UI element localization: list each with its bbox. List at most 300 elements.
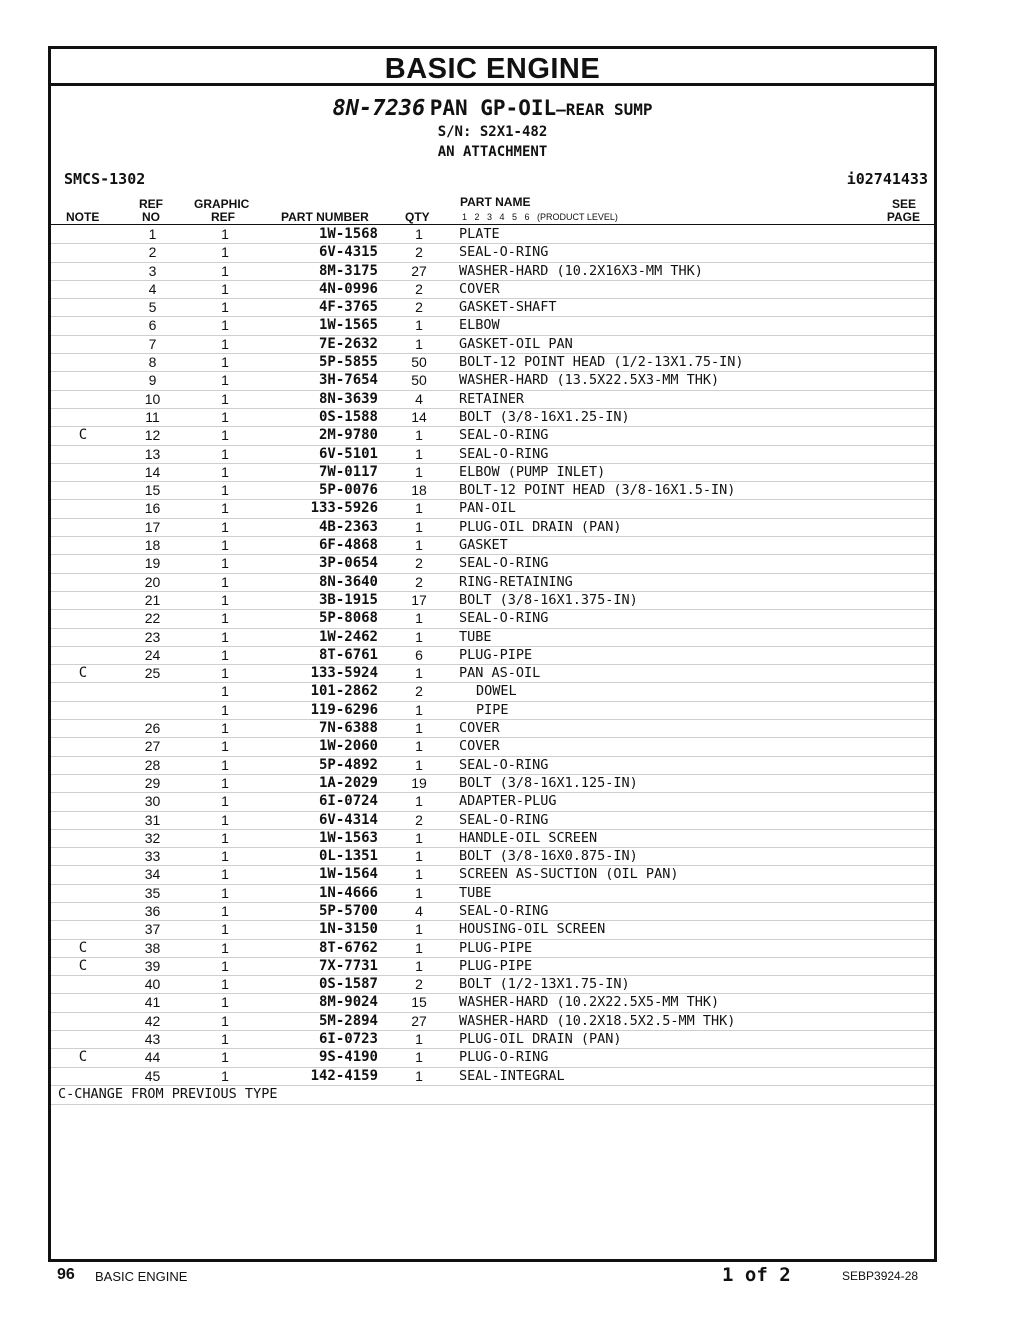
table-row <box>51 263 934 281</box>
row-part-number: 9S-4190 <box>318 1049 378 1066</box>
row-qty: 1 <box>415 335 423 352</box>
row-qty: 1 <box>415 500 423 517</box>
row-part-name: COVER <box>459 280 500 297</box>
row-part-number: 6I-0724 <box>318 793 378 810</box>
row-graphic-ref: 1 <box>221 1067 229 1084</box>
row-qty: 2 <box>415 573 423 590</box>
row-ref-no: 7 <box>148 335 157 352</box>
row-graphic-ref: 1 <box>221 482 229 499</box>
row-part-number: 8N-3640 <box>318 573 378 590</box>
col-qty: QTY <box>405 210 430 224</box>
row-part-name: SEAL-O-RING <box>459 756 549 773</box>
row-ref-no: 6 <box>148 317 157 334</box>
page-title: BASIC ENGINE <box>51 49 934 86</box>
row-qty: 4 <box>415 390 423 407</box>
row-part-name: WASHER-HARD (10.2X16X3-MM THK) <box>459 262 703 279</box>
row-qty: 15 <box>411 994 427 1011</box>
row-qty: 1 <box>415 884 423 901</box>
row-qty: 1 <box>415 738 423 755</box>
row-qty: 1 <box>415 610 423 627</box>
row-ref-no: 12 <box>144 427 161 444</box>
row-part-number: 5P-5855 <box>318 354 378 371</box>
table-row <box>51 976 934 994</box>
row-part-name: PLUG-PIPE <box>459 939 533 956</box>
row-qty: 1 <box>415 921 423 938</box>
row-graphic-ref: 1 <box>221 939 229 956</box>
footnote: C-CHANGE FROM PREVIOUS TYPE <box>51 1086 934 1105</box>
table-row <box>51 574 934 592</box>
row-qty: 18 <box>411 482 427 499</box>
row-graphic-ref: 1 <box>221 793 229 810</box>
row-qty: 2 <box>415 811 423 828</box>
row-part-name: WASHER-HARD (13.5X22.5X3-MM THK) <box>459 372 720 389</box>
col-see-top: SEE <box>891 197 916 211</box>
row-ref-no: 18 <box>144 537 161 554</box>
row-part-number: 6V-5101 <box>318 445 378 462</box>
row-qty: 50 <box>411 354 427 371</box>
row-graphic-ref: 1 <box>221 829 229 846</box>
row-part-name: SEAL-O-RING <box>459 427 549 444</box>
row-graphic-ref: 1 <box>221 354 229 371</box>
row-ref-no: 41 <box>144 994 161 1011</box>
table-row <box>51 702 934 720</box>
row-note: C <box>78 939 88 956</box>
row-part-name: PLUG-PIPE <box>459 957 533 974</box>
row-qty: 1 <box>415 720 423 737</box>
table-row <box>51 921 934 939</box>
row-ref-no: 34 <box>144 866 161 883</box>
table-row <box>51 317 934 335</box>
row-ref-no: 21 <box>144 591 161 608</box>
row-graphic-ref: 1 <box>221 335 229 352</box>
row-ref-no: 9 <box>148 372 157 389</box>
row-part-number: 133-5926 <box>310 500 378 517</box>
row-part-number: 5M-2894 <box>318 1012 378 1029</box>
row-ref-no: 37 <box>144 921 161 938</box>
row-qty: 2 <box>415 280 423 297</box>
row-ref-no: 38 <box>144 939 161 956</box>
row-graphic-ref: 1 <box>221 463 229 480</box>
row-ref-no: 28 <box>144 756 161 773</box>
row-part-number: 3P-0654 <box>318 555 378 572</box>
row-part-number: 119-6296 <box>310 701 378 718</box>
row-qty: 2 <box>415 244 423 261</box>
table-row <box>51 866 934 884</box>
row-part-name: PIPE <box>476 701 509 718</box>
group-title <box>51 96 934 121</box>
col-product-levels: 1 2 3 4 5 6 (PRODUCT LEVEL) <box>462 212 618 222</box>
row-qty: 1 <box>415 793 423 810</box>
row-ref-no: 13 <box>144 445 161 462</box>
group-part-name: PAN GP-OIL <box>429 96 557 120</box>
row-graphic-ref: 1 <box>221 957 229 974</box>
row-part-name: PAN-OIL <box>459 500 516 517</box>
row-ref-no: 44 <box>144 1049 161 1066</box>
row-qty: 1 <box>415 463 423 480</box>
row-part-name: RING-RETAINING <box>459 573 573 590</box>
row-graphic-ref: 1 <box>221 262 229 279</box>
row-part-name: WASHER-HARD (10.2X18.5X2.5-MM THK) <box>459 1012 736 1029</box>
row-ref-no: 17 <box>144 518 161 535</box>
row-part-number: 1N-3150 <box>318 921 378 938</box>
table-row <box>51 537 934 555</box>
row-part-name: GASKET-SHAFT <box>459 299 557 316</box>
row-graphic-ref: 1 <box>221 976 229 993</box>
row-part-number: 8N-3639 <box>318 390 378 407</box>
row-part-number: 3H-7654 <box>318 372 378 389</box>
row-ref-no: 30 <box>144 793 161 810</box>
table-row <box>51 592 934 610</box>
col-graphic-top: GRAPHIC <box>194 197 250 211</box>
table-row <box>51 299 934 317</box>
row-part-number: 8M-3175 <box>318 262 378 279</box>
row-part-name: SEAL-INTEGRAL <box>459 1067 565 1084</box>
row-ref-no: 25 <box>144 665 161 682</box>
footer-doc-number: SEBP3924-28 <box>842 1269 919 1283</box>
row-part-name: ELBOW (PUMP INLET) <box>459 463 606 480</box>
row-part-number: 6V-4314 <box>318 811 378 828</box>
row-ref-no: 10 <box>144 390 161 407</box>
row-ref-no: 35 <box>144 884 161 901</box>
row-graphic-ref: 1 <box>221 244 229 261</box>
table-row <box>51 812 934 830</box>
table-row <box>51 940 934 958</box>
row-graphic-ref: 1 <box>221 720 229 737</box>
row-ref-no: 31 <box>144 811 161 828</box>
row-part-name: SEAL-O-RING <box>459 902 549 919</box>
row-part-name: BOLT (3/8-16X0.875-IN) <box>459 848 638 865</box>
table-row <box>51 683 934 701</box>
table-row <box>51 464 934 482</box>
table-row <box>51 885 934 903</box>
row-part-number: 101-2862 <box>310 683 378 700</box>
row-ref-no: 43 <box>144 1031 161 1048</box>
row-graphic-ref: 1 <box>221 408 229 425</box>
table-row <box>51 610 934 628</box>
row-note: C <box>78 957 88 974</box>
col-note: NOTE <box>66 210 100 224</box>
row-part-name: TUBE <box>459 628 492 645</box>
row-qty: 1 <box>415 829 423 846</box>
row-graphic-ref: 1 <box>221 756 229 773</box>
group-header <box>51 86 934 194</box>
column-headers <box>51 194 934 225</box>
row-graphic-ref: 1 <box>221 610 229 627</box>
row-ref-no: 33 <box>144 848 161 865</box>
footer-section: BASIC ENGINE <box>95 1269 188 1284</box>
table-row <box>51 244 934 262</box>
row-qty: 1 <box>415 1031 423 1048</box>
row-part-name: SEAL-O-RING <box>459 445 549 462</box>
row-graphic-ref: 1 <box>221 921 229 938</box>
row-part-number: 0L-1351 <box>318 848 378 865</box>
row-qty: 1 <box>415 848 423 865</box>
row-qty: 17 <box>411 591 427 608</box>
row-qty: 1 <box>415 537 423 554</box>
row-part-number: 1W-1564 <box>318 866 378 883</box>
row-ref-no: 27 <box>144 738 161 755</box>
table-row <box>51 994 934 1012</box>
row-part-number: 4F-3765 <box>318 299 378 316</box>
table-row <box>51 830 934 848</box>
table-row <box>51 848 934 866</box>
row-part-number: 8T-6761 <box>318 646 378 663</box>
row-part-name: PLUG-OIL DRAIN (PAN) <box>459 1031 622 1048</box>
row-qty: 1 <box>415 628 423 645</box>
row-qty: 2 <box>415 683 423 700</box>
row-graphic-ref: 1 <box>221 537 229 554</box>
group-part-suffix: —REAR SUMP <box>556 100 653 119</box>
table-row <box>51 665 934 683</box>
row-part-number: 7W-0117 <box>318 463 378 480</box>
row-qty: 1 <box>415 665 423 682</box>
table-row <box>51 409 934 427</box>
table-row <box>51 427 934 445</box>
table-row <box>51 793 934 811</box>
row-part-number: 0S-1587 <box>318 976 378 993</box>
row-ref-no: 14 <box>144 463 161 480</box>
row-part-number: 5P-8068 <box>318 610 378 627</box>
row-part-name: DOWEL <box>476 683 517 700</box>
row-part-name: ELBOW <box>459 317 500 334</box>
row-ref-no: 26 <box>144 720 161 737</box>
row-graphic-ref: 1 <box>221 390 229 407</box>
row-graphic-ref: 1 <box>221 848 229 865</box>
footer-page-number: 96 <box>57 1266 75 1283</box>
table-row <box>51 281 934 299</box>
row-qty: 27 <box>411 262 427 279</box>
row-qty: 1 <box>415 427 423 444</box>
row-part-name: BOLT-12 POINT HEAD (3/8-16X1.5-IN) <box>459 482 736 499</box>
row-qty: 1 <box>415 957 423 974</box>
row-graphic-ref: 1 <box>221 1049 229 1066</box>
row-qty: 2 <box>415 299 423 316</box>
page-footer <box>0 1262 1020 1292</box>
row-part-number: 142-4159 <box>310 1067 378 1084</box>
row-part-name: HOUSING-OIL SCREEN <box>459 921 606 938</box>
row-graphic-ref: 1 <box>221 518 229 535</box>
row-graphic-ref: 1 <box>221 555 229 572</box>
row-part-number: 1N-4666 <box>318 884 378 901</box>
row-graphic-ref: 1 <box>221 811 229 828</box>
row-qty: 1 <box>415 226 423 242</box>
row-part-name: PLUG-O-RING <box>459 1049 549 1066</box>
row-graphic-ref: 1 <box>221 591 229 608</box>
row-ref-no: 20 <box>144 573 161 590</box>
row-part-number: 3B-1915 <box>318 591 378 608</box>
row-ref-no: 39 <box>144 957 161 974</box>
row-part-name: WASHER-HARD (10.2X22.5X5-MM THK) <box>459 994 720 1011</box>
row-qty: 1 <box>415 445 423 462</box>
row-part-number: 5P-5700 <box>318 902 378 919</box>
row-ref-no: 4 <box>148 280 157 297</box>
row-graphic-ref: 1 <box>221 445 229 462</box>
row-graphic-ref: 1 <box>221 226 229 242</box>
row-part-name: SCREEN AS-SUCTION (OIL PAN) <box>459 866 679 883</box>
row-ref-no: 1 <box>148 226 157 242</box>
row-part-number: 7E-2632 <box>318 335 378 352</box>
row-part-name: SEAL-O-RING <box>459 811 549 828</box>
row-qty: 1 <box>415 317 423 334</box>
table-row <box>51 1068 934 1086</box>
row-graphic-ref: 1 <box>221 427 229 444</box>
row-ref-no: 19 <box>144 555 161 572</box>
row-part-number: 1W-2060 <box>318 738 378 755</box>
row-qty: 50 <box>411 372 427 389</box>
table-row <box>51 629 934 647</box>
row-graphic-ref: 1 <box>221 738 229 755</box>
row-part-name: BOLT (3/8-16X1.375-IN) <box>459 591 638 608</box>
row-part-number: 6I-0723 <box>318 1031 378 1048</box>
row-graphic-ref: 1 <box>221 280 229 297</box>
col-part-name: PART NAME <box>460 195 531 209</box>
row-part-number: 6V-4315 <box>318 244 378 261</box>
smcs-code: SMCS-1302 <box>64 170 146 188</box>
table-row <box>51 226 934 244</box>
row-note: C <box>78 665 88 682</box>
row-part-name: SEAL-O-RING <box>459 610 549 627</box>
row-part-number: 133-5924 <box>310 665 378 682</box>
row-qty: 1 <box>415 518 423 535</box>
table-row <box>51 720 934 738</box>
row-part-number: 7X-7731 <box>318 957 378 974</box>
row-ref-no: 3 <box>148 262 157 279</box>
table-row <box>51 372 934 390</box>
row-graphic-ref: 1 <box>221 774 229 791</box>
table-row <box>51 1031 934 1049</box>
row-part-number: 8M-9024 <box>318 994 378 1011</box>
row-qty: 14 <box>411 408 427 425</box>
col-see-bottom: PAGE <box>886 210 920 224</box>
table-row <box>51 738 934 756</box>
table-row <box>51 354 934 372</box>
row-graphic-ref: 1 <box>221 902 229 919</box>
row-note: C <box>78 1049 88 1066</box>
row-part-number: 4N-0996 <box>318 280 378 297</box>
row-graphic-ref: 1 <box>221 299 229 316</box>
row-part-number: 5P-4892 <box>318 756 378 773</box>
row-graphic-ref: 1 <box>221 665 229 682</box>
row-qty: 2 <box>415 976 423 993</box>
col-part-number: PART NUMBER <box>281 210 369 224</box>
row-graphic-ref: 1 <box>221 884 229 901</box>
footer-page-of: 1 of 2 <box>722 1264 791 1286</box>
row-qty: 19 <box>411 774 427 791</box>
row-ref-no: 45 <box>144 1067 161 1084</box>
row-qty: 1 <box>415 1067 423 1084</box>
row-graphic-ref: 1 <box>221 1031 229 1048</box>
row-part-number: 4B-2363 <box>318 518 378 535</box>
row-note: C <box>78 427 88 444</box>
row-graphic-ref: 1 <box>221 646 229 663</box>
row-graphic-ref: 1 <box>221 866 229 883</box>
row-part-number: 0S-1588 <box>318 408 378 425</box>
table-row <box>51 1049 934 1067</box>
row-part-name: PAN AS-OIL <box>459 665 541 682</box>
row-part-name: COVER <box>459 720 500 737</box>
row-ref-no: 32 <box>144 829 161 846</box>
col-ref-top: REF <box>139 197 163 211</box>
row-graphic-ref: 1 <box>221 573 229 590</box>
table-row <box>51 519 934 537</box>
row-part-name: BOLT (1/2-13X1.75-IN) <box>459 976 630 993</box>
table-row <box>51 555 934 573</box>
row-ref-no: 29 <box>144 774 161 791</box>
row-qty: 6 <box>415 646 423 663</box>
row-part-number: 1W-1565 <box>318 317 378 334</box>
doc-id: i02741433 <box>846 170 928 188</box>
row-part-name: BOLT (3/8-16X1.125-IN) <box>459 774 638 791</box>
row-qty: 2 <box>415 555 423 572</box>
parts-page-frame <box>48 46 937 1262</box>
row-part-name: PLATE <box>459 226 500 242</box>
row-part-name: ADAPTER-PLUG <box>459 793 557 810</box>
row-ref-no: 40 <box>144 976 161 993</box>
row-ref-no: 42 <box>144 1012 161 1029</box>
row-part-number: 1W-1563 <box>318 829 378 846</box>
row-part-number: 8T-6762 <box>318 939 378 956</box>
row-ref-no: 23 <box>144 628 161 645</box>
row-part-number: 2M-9780 <box>318 427 378 444</box>
table-row <box>51 391 934 409</box>
table-row <box>51 647 934 665</box>
row-part-name: PLUG-OIL DRAIN (PAN) <box>459 518 622 535</box>
row-graphic-ref: 1 <box>221 372 229 389</box>
row-part-name: SEAL-O-RING <box>459 244 549 261</box>
row-part-name: BOLT (3/8-16X1.25-IN) <box>459 408 630 425</box>
row-qty: 1 <box>415 701 423 718</box>
row-ref-no: 8 <box>148 354 157 371</box>
row-part-name: HANDLE-OIL SCREEN <box>459 829 598 846</box>
row-ref-no: 11 <box>145 408 160 425</box>
row-qty: 1 <box>415 756 423 773</box>
attachment-label: AN ATTACHMENT <box>437 144 548 160</box>
table-row <box>51 446 934 464</box>
table-row <box>51 757 934 775</box>
row-graphic-ref: 1 <box>221 500 229 517</box>
row-graphic-ref: 1 <box>221 683 229 700</box>
table-row <box>51 336 934 354</box>
row-part-name: RETAINER <box>459 390 525 407</box>
row-part-name: TUBE <box>459 884 492 901</box>
row-ref-no: 36 <box>144 902 161 919</box>
row-ref-no: 5 <box>148 299 157 316</box>
row-part-number: 1A-2029 <box>318 774 378 791</box>
row-part-number: 1W-2462 <box>318 628 378 645</box>
row-part-number: 1W-1568 <box>318 226 378 242</box>
table-row <box>51 482 934 500</box>
row-part-name: PLUG-PIPE <box>459 646 533 663</box>
table-row <box>51 1013 934 1031</box>
row-ref-no: 15 <box>144 482 161 499</box>
row-qty: 1 <box>415 866 423 883</box>
row-part-name: COVER <box>459 738 500 755</box>
parts-table-body <box>51 226 934 1105</box>
serial-number: S/N: S2X1-482 <box>437 124 548 140</box>
row-qty: 1 <box>415 1049 423 1066</box>
row-ref-no: 24 <box>144 646 161 663</box>
table-row <box>51 903 934 921</box>
table-row <box>51 775 934 793</box>
row-qty: 4 <box>415 902 423 919</box>
row-part-name: BOLT-12 POINT HEAD (1/2-13X1.75-IN) <box>459 354 744 371</box>
col-graphic-bottom: REF <box>211 210 235 224</box>
row-graphic-ref: 1 <box>221 1012 229 1029</box>
row-part-number: 7N-6388 <box>318 720 378 737</box>
row-part-name: GASKET <box>459 537 508 554</box>
row-ref-no: 16 <box>144 500 161 517</box>
row-qty: 27 <box>411 1012 427 1029</box>
